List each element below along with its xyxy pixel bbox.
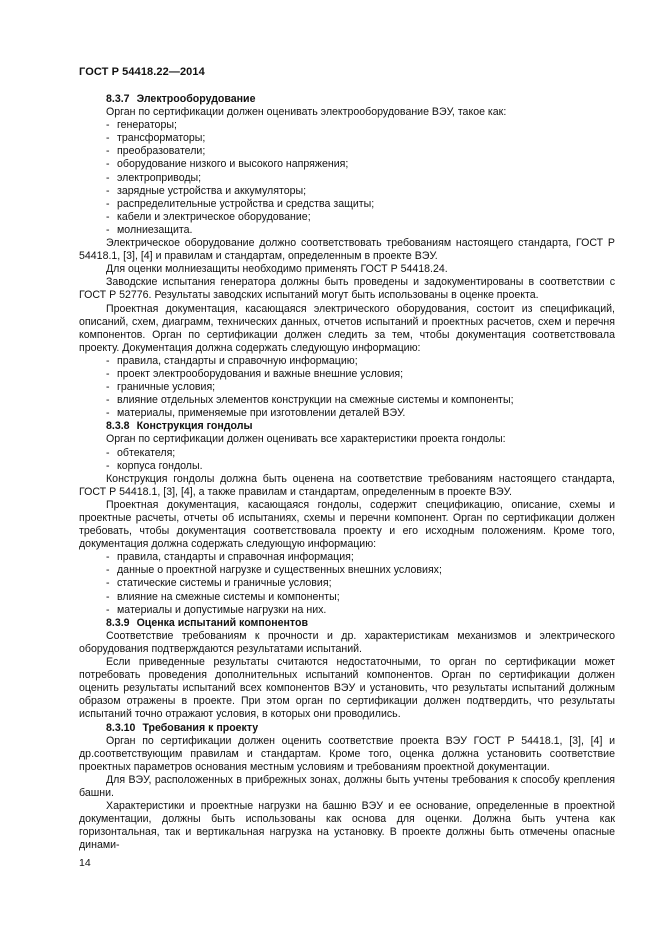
list-item — [79, 211, 615, 224]
list-dash: - — [106, 354, 110, 367]
paragraph: Проектная документация, касающаяся электрического оборудования, состоит из спецификаций, описаний, схем, диаграмм, технических данных, отчетов испытаний и проектных расчетов, схем и перечня компонентов. Орган по сертификации должен следить за тем, чтобы документация соответствовала проекту. Документация должна содержать следующую информацию: — [79, 302, 615, 354]
list-item-text: граничные условия; — [117, 381, 216, 394]
list-item-text: влияние на смежные системы и компоненты; — [117, 590, 340, 603]
list-item — [79, 460, 615, 473]
list-item — [79, 355, 615, 368]
paragraph: Соответствие требованиям к прочности и др. характеристикам механизмов и электрического оборудования подтверждаются результатами испытаний. — [79, 629, 615, 655]
list-dash: - — [106, 394, 110, 407]
section-heading — [79, 617, 615, 630]
list-item — [79, 577, 615, 590]
list-item-text: преобразователи; — [117, 145, 206, 158]
list-item-text: оборудование низкого и высокого напряжения; — [117, 158, 349, 171]
list-dash: - — [106, 132, 110, 145]
list-item-text: корпуса гондолы. — [117, 459, 203, 472]
list-item-text: данные о проектной нагрузке и существенных внешних условиях; — [117, 564, 442, 577]
list-dash: - — [106, 367, 110, 380]
list-item-text: влияние отдельных элементов конструкции на смежные системы и компоненты; — [117, 394, 514, 407]
list-item-text: зарядные устройства и аккумуляторы; — [117, 184, 307, 197]
list-item — [79, 381, 615, 394]
section-title: Оценка испытаний компонентов — [136, 616, 308, 629]
section-title: Требования к проекту — [142, 721, 259, 734]
list-item-text: трансформаторы; — [117, 132, 206, 145]
document-header: ГОСТ Р 54418.22—2014 — [79, 66, 205, 78]
list-item-text: правила, стандарты и справочную информацию; — [117, 354, 358, 367]
list-item — [79, 447, 615, 460]
list-dash: - — [106, 603, 110, 616]
list-dash: - — [106, 446, 110, 459]
list-dash: - — [106, 459, 110, 472]
paragraph: Заводские испытания генератора должны быть проведены и задокументированы в соответствии с ГОСТ Р 52776. Результаты заводских испытаний могут быть использованы в оценке проекта. — [79, 276, 615, 302]
list-item-text: обтекателя; — [117, 446, 176, 459]
list-dash: - — [106, 407, 110, 420]
paragraph: Для оценки молниезащиты необходимо применять ГОСТ Р 54418.24. — [106, 263, 448, 276]
list-dash: - — [106, 577, 110, 590]
section-number: 8.3.8 — [106, 420, 130, 433]
list-dash: - — [106, 119, 110, 132]
list-item — [79, 407, 615, 420]
list-item — [79, 224, 615, 237]
paragraph: Орган по сертификации должен оценивать все характеристики проекта гондолы: — [106, 433, 506, 446]
list-dash: - — [106, 171, 110, 184]
list-item — [79, 185, 615, 198]
document-body — [79, 93, 615, 852]
list-dash: - — [106, 381, 110, 394]
list-item — [79, 158, 615, 171]
paragraph: Для ВЭУ, расположенных в прибрежных зонах, должны быть учтены требования к способу крепления башни. — [79, 773, 615, 799]
section-title: Электрооборудование — [136, 93, 256, 105]
list-item-text: генераторы; — [117, 119, 177, 132]
list-item-text: правила, стандарты и справочная информация; — [117, 551, 354, 564]
page-number: 14 — [79, 857, 91, 869]
section-number: 8.3.9 — [106, 616, 130, 629]
list-item — [79, 394, 615, 407]
paragraph: Орган по сертификации должен оценивать электрооборудование ВЭУ, такое как: — [106, 106, 507, 119]
list-item — [79, 172, 615, 185]
paragraph: Характеристики и проектные нагрузки на башню ВЭУ и ее основание, определенные в проектной документации, должны быть использованы как основа для оценки. Должна быть учтена как горизонтальная, так и вертикальная нагрузка на установку. В проекте должны быть отмечены опасные динами- — [79, 800, 615, 852]
list-item-text: материалы и допустимые нагрузки на них. — [117, 603, 327, 616]
list-item — [79, 198, 615, 211]
list-item-text: распределительные устройства и средства защиты; — [117, 197, 375, 210]
list-item — [79, 551, 615, 564]
paragraph: Конструкция гондолы должна быть оценена на соответствие требованиям настоящего стандарта, ГОСТ Р 54418.1, [3], [4], а также правилам и стандартам, определенным в проекте ВЭУ. — [79, 472, 615, 498]
list-item — [79, 368, 615, 381]
list-item — [79, 591, 615, 604]
paragraph: Если приведенные результаты считаются недостаточными, то орган по сертификации может потребовать проведения дополнительных испытаний компонентов. Орган по сертификации должен оценить результаты испытаний всех компонентов ВЭУ и установить, что результаты испытаний должным образом отражены в проекте. При этом орган по сертификации должен подтвердить, что результаты испытаний точно отражают условия, в которых они проводились. — [79, 656, 615, 721]
section-heading — [79, 420, 615, 433]
list-dash: - — [106, 551, 110, 564]
section-number: 8.3.7 — [106, 93, 130, 105]
list-dash: - — [106, 210, 110, 223]
list-item — [79, 132, 615, 145]
paragraph: Электрическое оборудование должно соответствовать требованиям настоящего стандарта, ГОСТ Р 54418.1, [3], [4] и правилам и стандартам, определенным в проекте ВЭУ. — [79, 237, 615, 263]
list-dash: - — [106, 145, 110, 158]
list-item-text: проект электрооборудования и важные внешние условия; — [117, 367, 404, 380]
list-item — [79, 564, 615, 577]
section-title: Конструкция гондолы — [136, 420, 253, 433]
list-dash: - — [106, 564, 110, 577]
list-item-text: кабели и электрическое оборудование; — [117, 210, 311, 223]
list-item-text: материалы, применяемые при изготовлении деталей ВЭУ. — [117, 407, 406, 420]
list-item — [79, 145, 615, 158]
list-dash: - — [106, 590, 110, 603]
list-item-text: электроприводы; — [117, 171, 202, 184]
paragraph: Орган по сертификации должен оценить соответствие проекта ВЭУ ГОСТ Р 54418.1, [3], [4] и др.соответствующим правилам и стандартам. Кроме того, оценка должна установить соответствие проектных параметров основания местным условиям и требованиям проектной документации. — [79, 734, 615, 773]
section-heading — [79, 722, 615, 735]
paragraph: Проектная документация, касающаяся гондолы, содержит спецификацию, описание, схемы и проектные расчеты, отчеты об испытаниях, схемы и перечни компонент. Орган по сертификации должен требовать, чтобы документация соответствовала проекту и его исходным положениям. Кроме того, документация должна содержать следующую информацию: — [79, 498, 615, 551]
list-item — [79, 604, 615, 617]
list-dash: - — [106, 184, 110, 197]
list-item — [79, 119, 615, 132]
list-dash: - — [106, 197, 110, 210]
section-heading — [79, 93, 615, 106]
list-dash: - — [106, 158, 110, 171]
list-item-text: статические системы и граничные условия; — [117, 577, 332, 590]
section-number: 8.3.10 — [106, 721, 136, 734]
list-item-text: молниезащита. — [117, 223, 193, 236]
list-dash: - — [106, 223, 110, 236]
